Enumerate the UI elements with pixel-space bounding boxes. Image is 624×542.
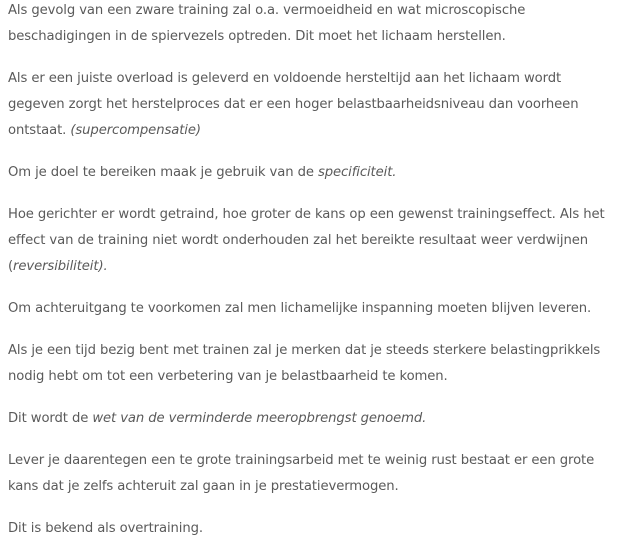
term-specificiteit: specificiteit.	[317, 165, 397, 180]
term-reversibiliteit: reversibiliteit).	[13, 259, 108, 274]
paragraph-text: Dit is bekend als overtraining.	[8, 521, 203, 536]
paragraph-overload	[8, 448, 618, 500]
paragraph-supercompensation	[8, 66, 618, 144]
paragraph-stimuli	[8, 338, 618, 390]
paragraph-diminishing-returns	[8, 406, 618, 432]
term-supercompensatie: (supercompensatie)	[70, 123, 201, 138]
paragraph-text: Lever je daarentegen een te grote trainingsarbeid met te weinig rust bestaat er een grote kans dat je zelfs achteruit zal gaan in je prestatievermogen.	[8, 453, 595, 494]
term-wet-van-de-verminderde-meeropbrengst: wet van de verminderde meeropbrengst genoemd.	[92, 411, 427, 426]
paragraph-specificity	[8, 160, 618, 186]
paragraph-text: Als gevolg van een zware training zal o.a. vermoeidheid en wat microscopische beschadigingen in de spiervezels optreden. Dit moet het lichaam herstellen.	[8, 3, 526, 44]
paragraph-overtraining	[8, 516, 618, 542]
paragraph-text: Als je een tijd bezig bent met trainen zal je merken dat je steeds sterkere belastingprikkels nodig hebt om tot een verbetering van je belastbaarheid te komen.	[8, 343, 601, 384]
paragraph-fatigue	[8, 0, 618, 50]
paragraph-reversibility	[8, 202, 618, 280]
paragraph-text: Hoe gerichter er wordt getraind, hoe groter de kans op een gewenst trainingseffect. Als het effect van de training niet wordt onderhouden zal het bereikte resultaat weer verdwijnen (	[8, 207, 605, 274]
paragraph-text: Om achteruitgang te voorkomen zal men lichamelijke inspanning moeten blijven leveren.	[8, 301, 592, 316]
paragraph-decline	[8, 296, 618, 322]
paragraph-text: Om je doel te bereiken maak je gebruik van de	[8, 165, 318, 180]
paragraph-text: Dit wordt de	[8, 411, 93, 426]
paragraph-text: Als er een juiste overload is geleverd en voldoende hersteltijd aan het lichaam wordt gegeven zorgt het herstelproces dat er een hoger belastbaarheidsniveau dan voorheen ontstaat.	[8, 71, 579, 138]
